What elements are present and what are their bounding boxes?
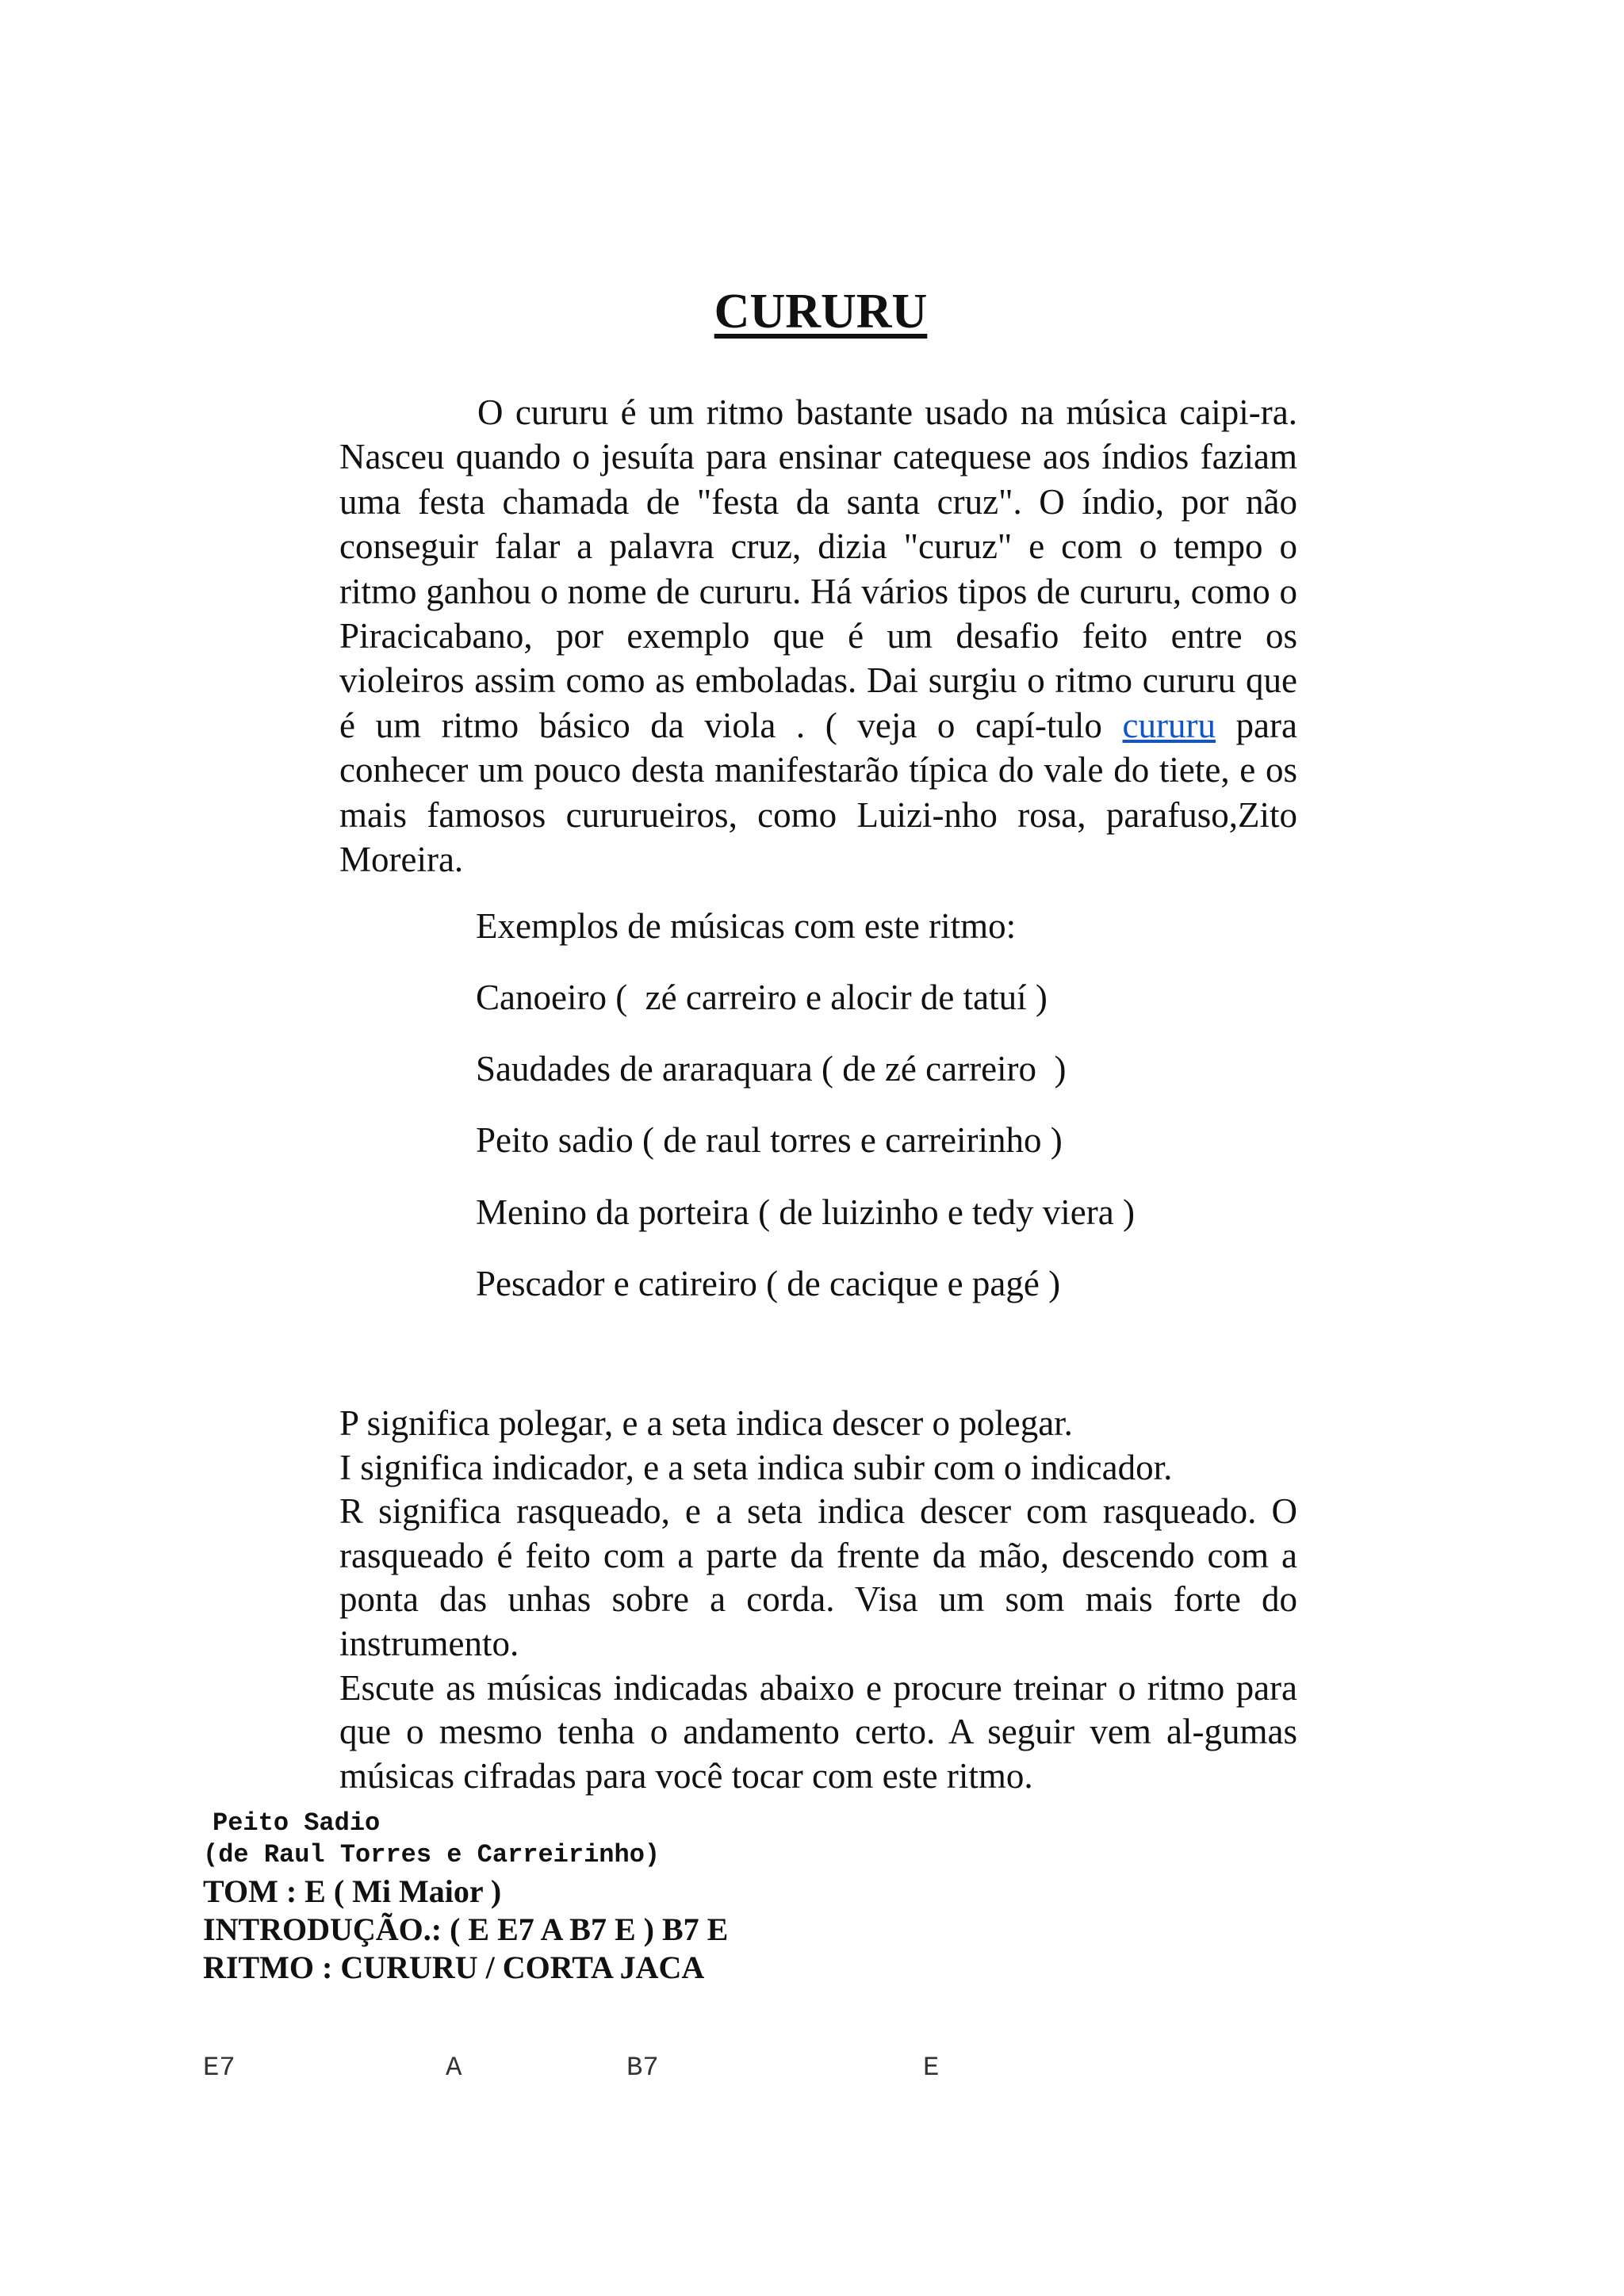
example-item: Saudades de araraquara ( de zé carreiro ) xyxy=(476,1049,1067,1089)
chord-label: E xyxy=(923,2053,940,2084)
legend-rasqueado: R significa rasqueado, e a seta indica descer com rasqueado. O rasqueado é feito com a parte da frente da mão, descendo com a ponta das unhas sobre a corda. Visa um som mais forte do instrumento. xyxy=(339,1491,1297,1663)
song-introduction: INTRODUÇÃO.: ( E E7 A B7 E ) B7 E xyxy=(203,1911,729,1947)
intro-text-after-link: para conhecer um pouco desta manifestarão típica do vale do tiete, e os mais famosos cururueiros, como Luizi-nho rosa, parafuso,Zito Moreira. xyxy=(339,705,1297,880)
song-rhythm: RITMO : CURURU / CORTA JACA xyxy=(203,1950,705,1985)
cururu-chapter-link[interactable]: cururu xyxy=(1122,705,1216,745)
example-item: Pescador e catireiro ( de cacique e pagé ) xyxy=(476,1264,1061,1303)
legend-section xyxy=(339,1402,1297,1798)
legend-indicador: I significa indicador, e a seta indica subir com o indicador. xyxy=(339,1447,1173,1487)
example-item: Menino da porteira ( de luizinho e tedy viera ) xyxy=(476,1192,1135,1232)
legend-instructions: Escute as músicas indicadas abaixo e procure treinar o ritmo para que o mesmo tenha o andamento certo. A seguir vem al-gumas músicas cifradas para você tocar com este ritmo. xyxy=(339,1667,1297,1796)
chord-label: A xyxy=(446,2053,462,2084)
example-item: Canoeiro ( zé carreiro e alocir de tatuí ) xyxy=(476,978,1048,1017)
song-authors: (de Raul Torres e Carreirinho) xyxy=(203,1840,661,1869)
examples-heading: Exemplos de músicas com este ritmo: xyxy=(476,906,1017,946)
song-title: Peito Sadio xyxy=(213,1808,381,1838)
intro-paragraph xyxy=(339,390,1297,882)
legend-polegar: P significa polegar, e a seta indica descer o polegar. xyxy=(339,1403,1073,1443)
page-title: CURURU xyxy=(714,285,928,339)
intro-text-before-link: O cururu é um ritmo bastante usado na música caipi-ra. Nasceu quando o jesuíta para ensinar catequese aos índios faziam uma festa chamada de "festa da santa cruz". O índio, por não conseguir falar a palavra cruz, dizia "curuz" e com o tempo o ritmo ganhou o nome de cururu. Há vários tipos de cururu, como o Piracicabano, por exemplo que é um desafio feito entre os violeiros assim como as emboladas. Dai surgiu o ritmo cururu que é um ritmo básico da viola . ( veja o capí-tulo xyxy=(339,392,1297,745)
song-key: TOM : E ( Mi Maior ) xyxy=(203,1873,502,1909)
chord-label: E7 xyxy=(203,2053,236,2084)
chord-label: B7 xyxy=(626,2053,659,2084)
example-item: Peito sadio ( de raul torres e carreirinho ) xyxy=(476,1120,1063,1160)
